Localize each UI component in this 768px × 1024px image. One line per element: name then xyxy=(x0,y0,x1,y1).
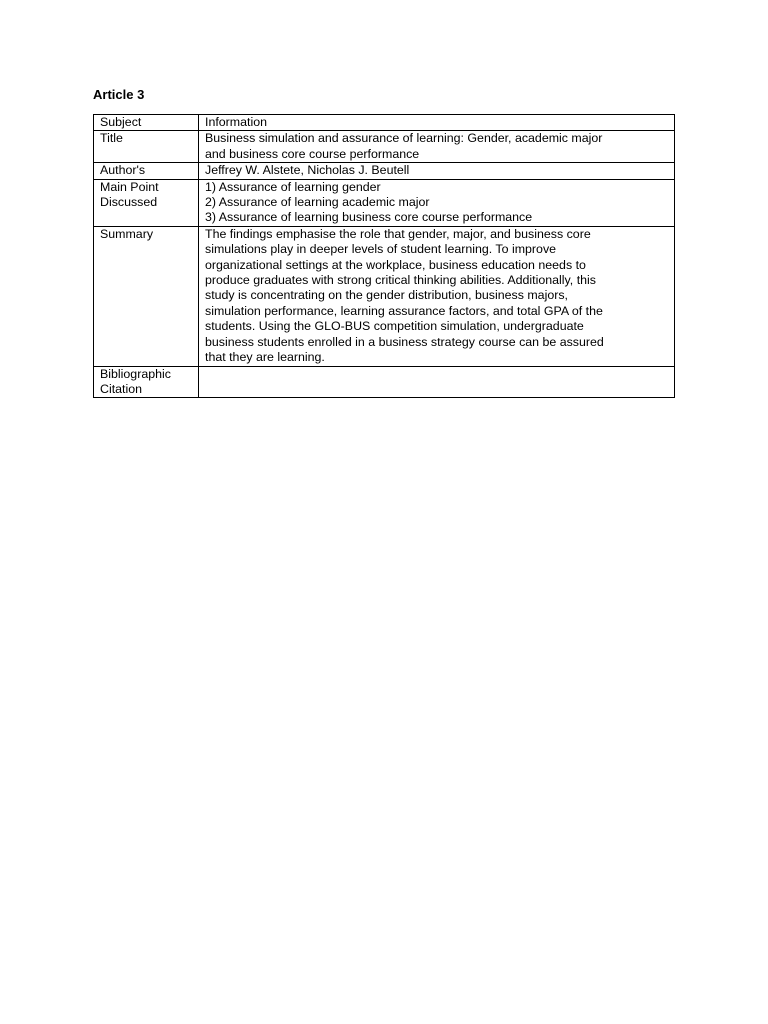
table-row-citation xyxy=(94,366,675,398)
info-line: that they are learning. xyxy=(205,350,325,365)
article-info-table xyxy=(93,114,675,398)
info-line: 1) Assurance of learning gender xyxy=(205,179,381,194)
info-line: 2) Assurance of learning academic major xyxy=(205,195,430,210)
info-line: organizational settings at the workplace, business education needs to xyxy=(205,257,586,272)
table-row-title xyxy=(94,131,675,163)
info-line: Jeffrey W. Alstete, Nicholas J. Beutell xyxy=(205,163,410,178)
info-line: simulation performance, learning assurance factors, and total GPA of the xyxy=(205,303,603,318)
subject-label-main-point: Discussed xyxy=(100,195,158,210)
info-cell-main-point xyxy=(199,179,675,226)
info-cell-citation xyxy=(199,366,675,398)
subject-cell-authors xyxy=(94,163,199,179)
info-cell-summary xyxy=(199,226,675,366)
info-line: simulations play in deeper levels of student learning. To improve xyxy=(205,242,557,257)
info-line: students. Using the GLO-BUS competition simulation, undergraduate xyxy=(205,319,584,334)
subject-cell-citation xyxy=(94,366,199,398)
subject-label-title: Title xyxy=(100,131,123,146)
header-subject-cell xyxy=(94,115,199,131)
subject-cell-summary xyxy=(94,226,199,366)
subject-cell-main-point xyxy=(94,179,199,226)
subject-label-summary: Summary xyxy=(100,226,154,241)
article-heading: Article 3 xyxy=(93,87,145,102)
info-line: produce graduates with strong critical thinking abilities. Additionally, this xyxy=(205,273,596,288)
info-line: business students enrolled in a business strategy course can be assured xyxy=(205,334,604,349)
table-row-main-point xyxy=(94,179,675,226)
subject-label-main-point: Main Point xyxy=(100,179,159,194)
info-line: 3) Assurance of learning business core course performance xyxy=(205,210,533,225)
subject-label-citation: Bibliographic xyxy=(100,366,171,381)
subject-cell-title xyxy=(94,131,199,163)
subject-label-authors: Author's xyxy=(100,163,146,178)
info-line: The findings emphasise the role that gender, major, and business core xyxy=(205,226,591,241)
info-line: study is concentrating on the gender distribution, business majors, xyxy=(205,288,568,303)
info-line: Business simulation and assurance of learning: Gender, academic major xyxy=(205,131,603,146)
table-row-summary xyxy=(94,226,675,366)
info-cell-title xyxy=(199,131,675,163)
header-information-label: Information xyxy=(205,115,267,129)
table-header-row xyxy=(94,115,675,131)
info-line: and business core course performance xyxy=(205,146,420,161)
header-subject-label: Subject xyxy=(100,115,142,129)
info-cell-authors xyxy=(199,163,675,179)
table-row-authors xyxy=(94,163,675,179)
subject-label-citation: Citation xyxy=(100,381,143,396)
header-information-cell xyxy=(199,115,675,131)
